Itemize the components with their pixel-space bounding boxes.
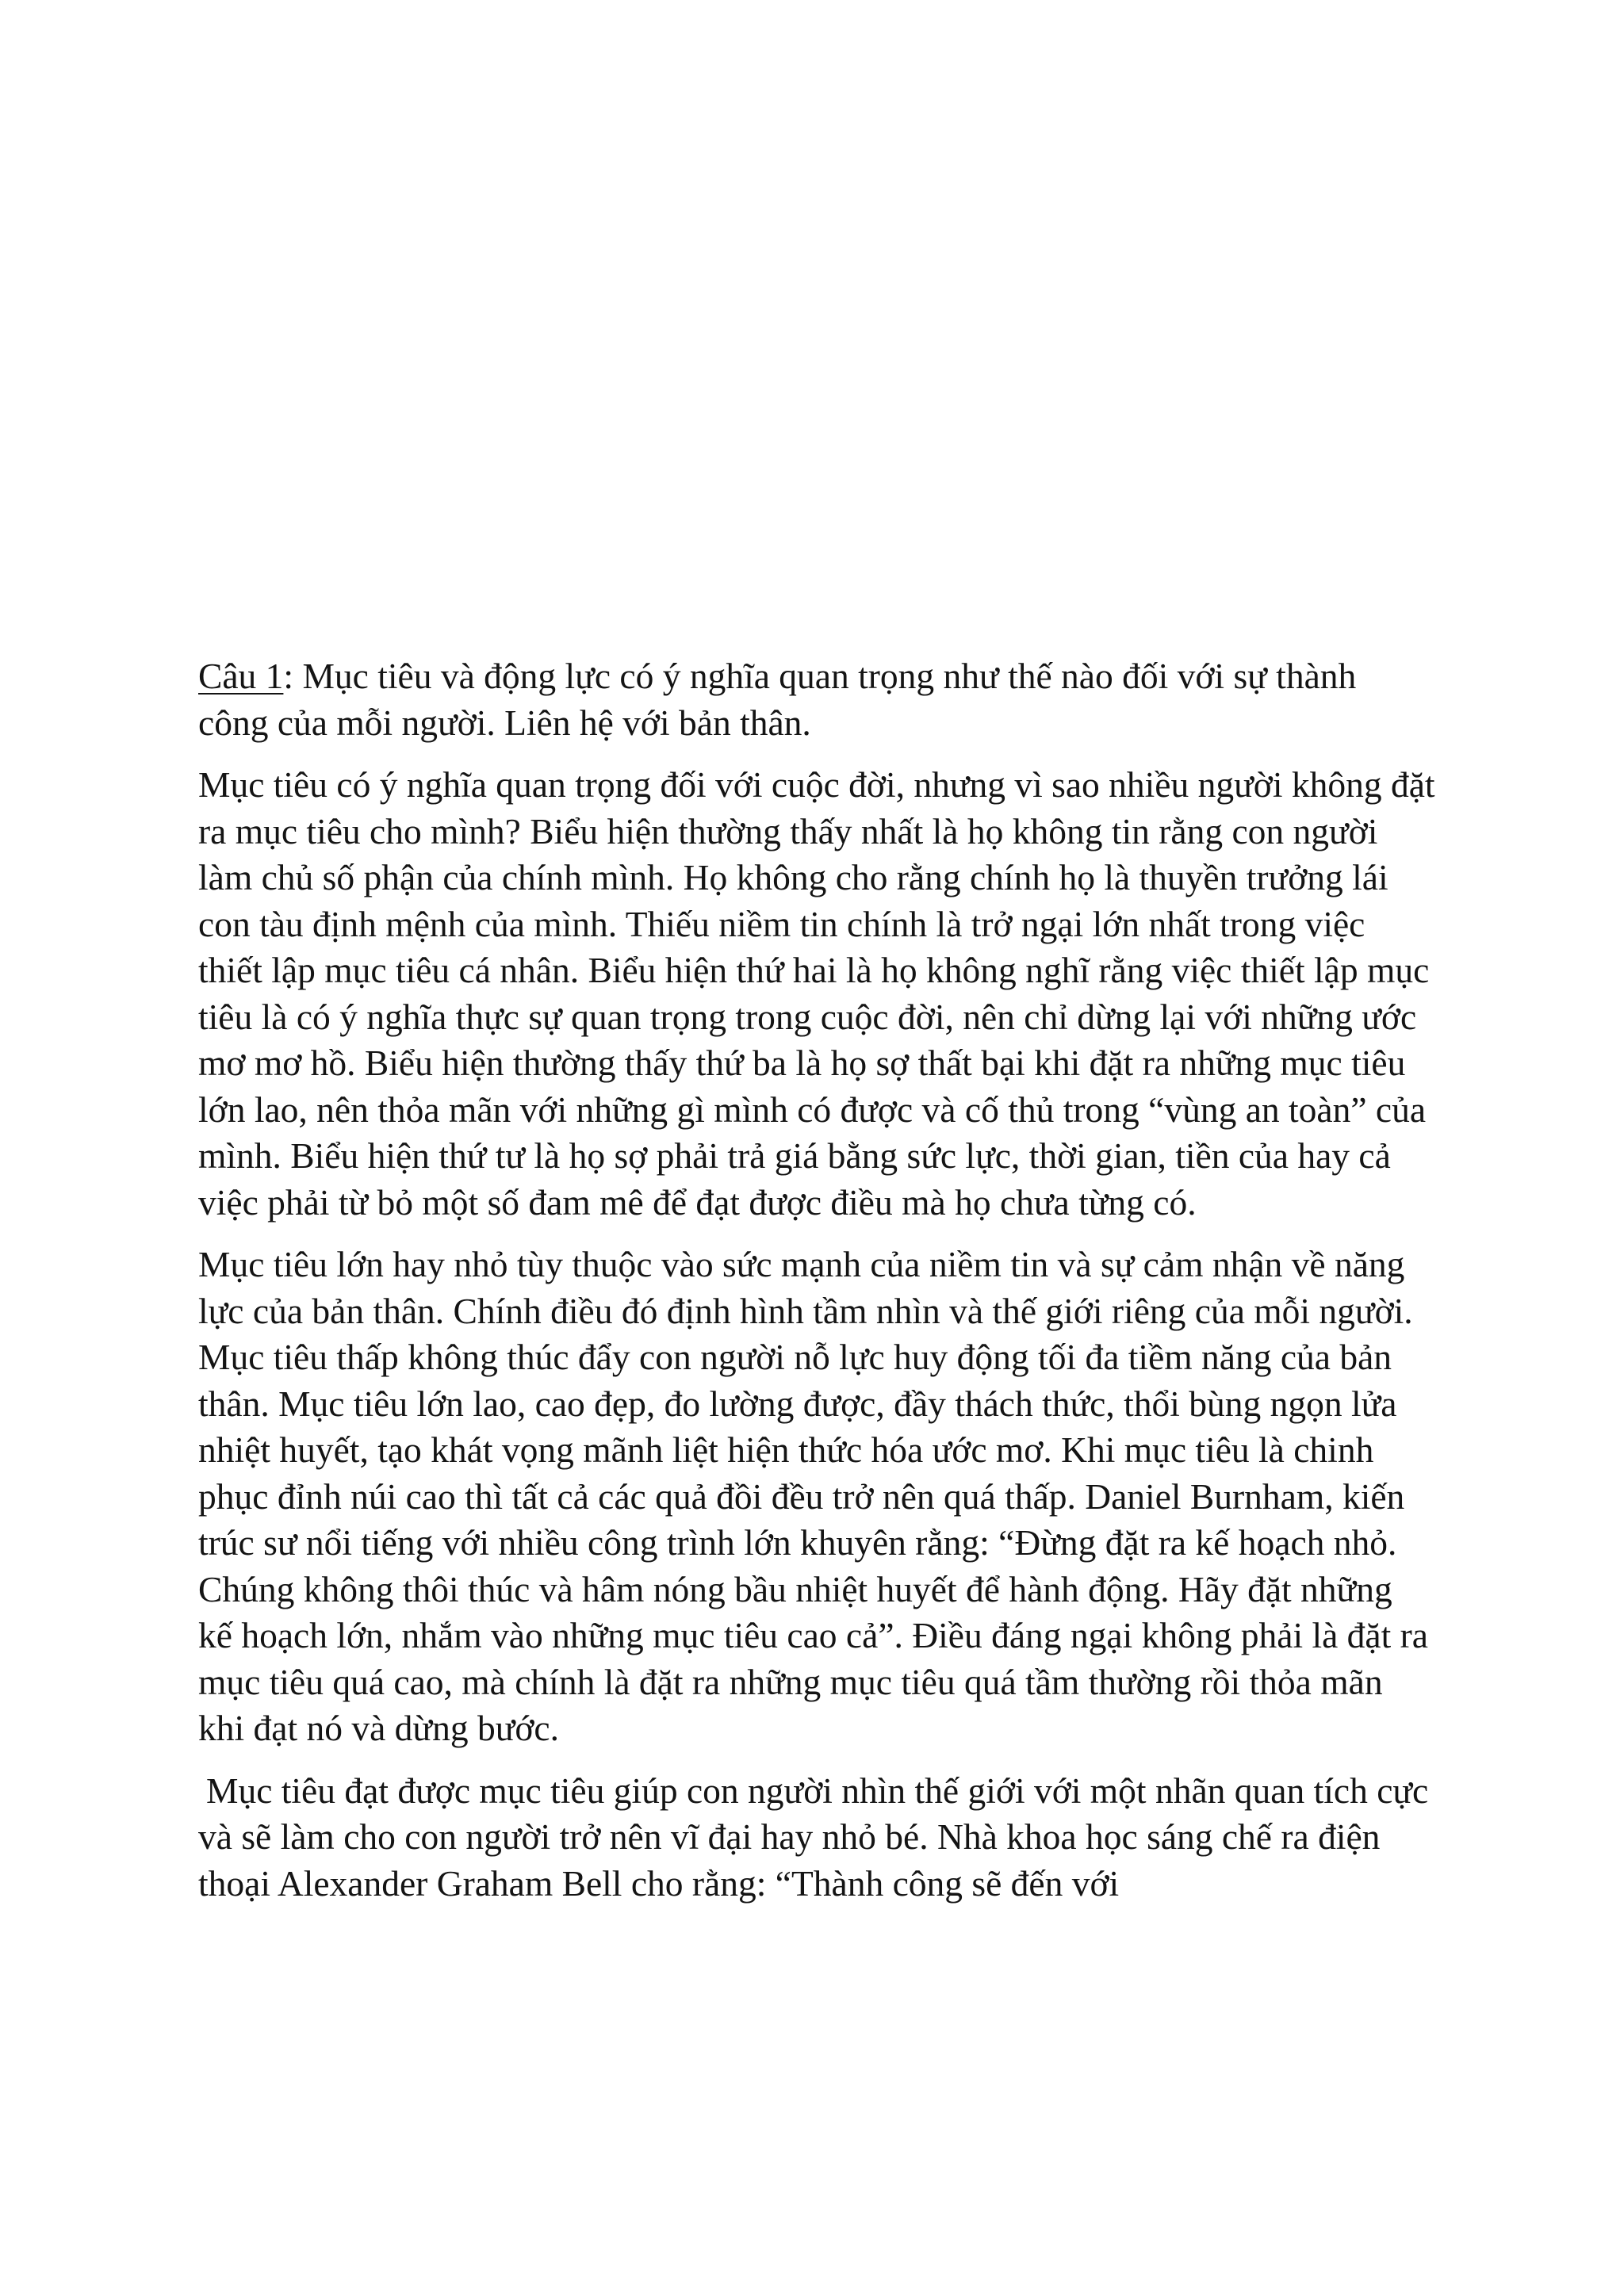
paragraph-3: Mục tiêu đạt được mục tiêu giúp con người nhìn thế giới với một nhãn quan tích cực và sẽ làm cho con người trở nên vĩ đại hay nhỏ bé. Nhà khoa học sáng chế ra điện thoại Alexander Graham Bell cho rằng: “Thành công sẽ đến với <box>198 1770 1429 1904</box>
question-text: : Mục tiêu và động lực có ý nghĩa quan trọng như thế nào đối với sự thành công của mỗi người. Liên hệ với bản thân. <box>198 656 1357 743</box>
question-label: Câu 1 <box>198 656 284 696</box>
document-page <box>198 653 1435 1923</box>
paragraph-2: Mục tiêu lớn hay nhỏ tùy thuộc vào sức mạnh của niềm tin và sự cảm nhận về năng lực của bản thân. Chính điều đó định hình tầm nhìn và thế giới riêng của mỗi người. Mục tiêu thấp không thúc đẩy con người nỗ lực huy động tối đa tiềm năng của bản thân. Mục tiêu lớn lao, cao đẹp, đo lường được, đầy thách thức, thổi bùng ngọn lửa nhiệt huyết, tạo khát vọng mãnh liệt hiện thức hóa ước mơ. Khi mục tiêu là chinh phục đỉnh núi cao thì tất cả các quả đồi đều trở nên quá thấp. Daniel Burnham, kiến trúc sư nổi tiếng với nhiều công trình lớn khuyên rằng: “Đừng đặt ra kế hoạch nhỏ. Chúng không thôi thúc và hâm nóng bầu nhiệt huyết để hành động. Hãy đặt những kế hoạch lớn, nhắm vào những mục tiêu cao cả”. Điều đáng ngại không phải là đặt ra mục tiêu quá cao, mà chính là đặt ra những mục tiêu quá tầm thường rồi thỏa mãn khi đạt nó và dừng bước. <box>198 1244 1428 1748</box>
question-heading <box>198 653 1435 746</box>
paragraph-1: Mục tiêu có ý nghĩa quan trọng đối với cuộc đời, nhưng vì sao nhiều người không đặt ra mục tiêu cho mình? Biểu hiện thường thấy nhất là họ không tin rằng con người làm chủ số phận của chính mình. Họ không cho rằng chính họ là thuyền trưởng lái con tàu định mệnh của mình. Thiếu niềm tin chính là trở ngại lớn nhất trong việc thiết lập mục tiêu cá nhân. Biểu hiện thứ hai là họ không nghĩ rằng việc thiết lập mục tiêu là có ý nghĩa thực sự quan trọng trong cuộc đời, nên chỉ dừng lại với những ước mơ mơ hồ. Biểu hiện thường thấy thứ ba là họ sợ thất bại khi đặt ra những mục tiêu lớn lao, nên thỏa mãn với những gì mình có được và cố thủ trong “vùng an toàn” của mình. Biểu hiện thứ tư là họ sợ phải trả giá bằng sức lực, thời gian, tiền của hay cả việc phải từ bỏ một số đam mê để đạt được điều mà họ chưa từng có. <box>198 764 1435 1223</box>
